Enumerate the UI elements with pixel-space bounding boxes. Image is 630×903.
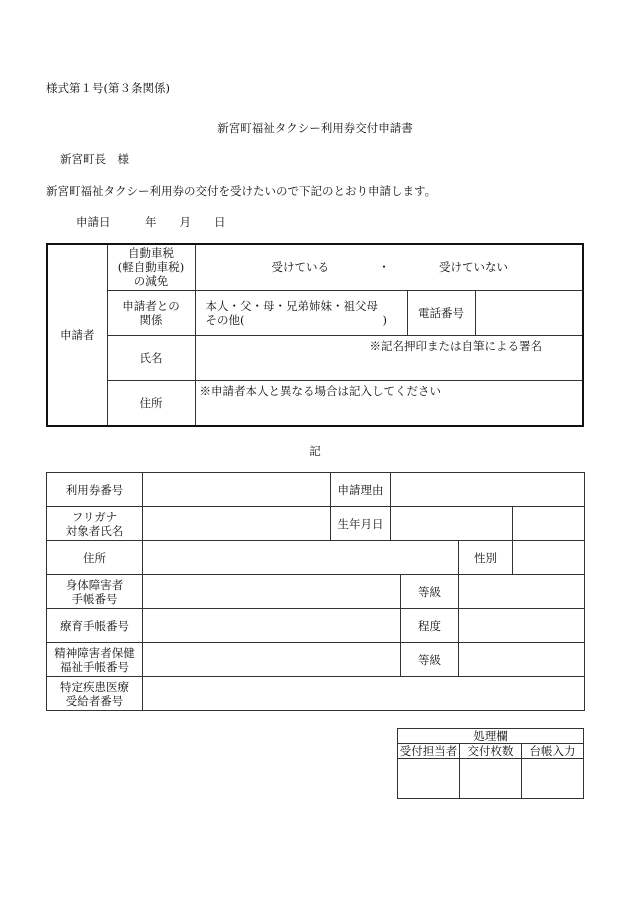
degree-label: 程度 [401, 609, 459, 643]
name-note: ※記名押印または自筆による署名 [369, 338, 542, 353]
relation-options[interactable]: 本人・父・母・兄弟姉妹・祖父母 その他( ) [195, 290, 407, 335]
furigana-name-label: フリガナ 対象者氏名 [47, 507, 143, 541]
address-field[interactable] [195, 380, 583, 426]
applicant-table [46, 243, 584, 427]
disability-book-field[interactable] [143, 575, 401, 609]
processing-title: 処理欄 [398, 729, 584, 744]
name-field-target[interactable] [143, 507, 331, 541]
disability-book-label: 身体障害者 手帳番号 [47, 575, 143, 609]
birthdate-label: 生年月日 [331, 507, 391, 541]
ticket-number-label: 利用券番号 [47, 473, 143, 507]
processing-ledger-header: 台帳入力 [522, 744, 584, 759]
tax-option-no[interactable]: 受けていない [439, 260, 508, 275]
tax-option-yes[interactable]: 受けている [271, 260, 329, 275]
gender-label: 性別 [459, 541, 513, 575]
processing-count-header: 交付枚数 [460, 744, 522, 759]
grade-field-2[interactable] [459, 643, 585, 677]
target-address-field[interactable] [143, 541, 459, 575]
processing-staff-field[interactable] [398, 759, 460, 799]
rehab-book-field[interactable] [143, 609, 401, 643]
application-date: 申請日 年 月 日 [76, 215, 226, 229]
document-title: 新宮町福祉タクシー利用券交付申請書 [217, 121, 413, 135]
specific-disease-field[interactable] [143, 677, 585, 711]
phone-label: 電話番号 [407, 290, 475, 335]
specific-disease-label: 特定疾患医療 受給者番号 [47, 677, 143, 711]
ticket-number-field[interactable] [143, 473, 331, 507]
grade-label-2: 等級 [401, 643, 459, 677]
gender-field[interactable] [513, 541, 585, 575]
age-field[interactable] [513, 507, 585, 541]
address-note: ※申請者本人と異なる場合は記入してください [199, 383, 441, 398]
phone-field[interactable] [475, 290, 583, 335]
mental-book-label: 精神障害者保健 福祉手帳番号 [47, 643, 143, 677]
reason-field[interactable] [391, 473, 585, 507]
grade-label-1: 等級 [401, 575, 459, 609]
relation-label: 申請者との 関係 [107, 290, 195, 335]
name-label: 氏名 [107, 335, 195, 380]
name-field[interactable] [195, 335, 583, 380]
degree-field[interactable] [459, 609, 585, 643]
address-label: 住所 [107, 380, 195, 426]
applicant-side-label: 申請者 [47, 244, 107, 426]
intro-text: 新宮町福祉タクシー利用券の交付を受けたいので下記のとおり申請します。 [46, 184, 437, 198]
record-mark: 記 [309, 444, 321, 458]
processing-ledger-field[interactable] [522, 759, 584, 799]
tax-exemption-label: 自動車税 (軽自動車税) の減免 [107, 244, 195, 290]
details-table [46, 472, 585, 711]
reason-label: 申請理由 [331, 473, 391, 507]
form-number: 様式第１号(第３条関係) [46, 81, 170, 95]
processing-table [397, 728, 584, 799]
birthdate-field[interactable] [391, 507, 513, 541]
rehab-book-label: 療育手帳番号 [47, 609, 143, 643]
tax-exemption-options[interactable] [195, 244, 583, 290]
processing-staff-header: 受付担当者 [398, 744, 460, 759]
addressee: 新宮町長 様 [60, 152, 129, 166]
mental-book-field[interactable] [143, 643, 401, 677]
processing-count-field[interactable] [460, 759, 522, 799]
target-address-label: 住所 [47, 541, 143, 575]
tax-option-separator: ・ [378, 260, 390, 275]
grade-field-1[interactable] [459, 575, 585, 609]
